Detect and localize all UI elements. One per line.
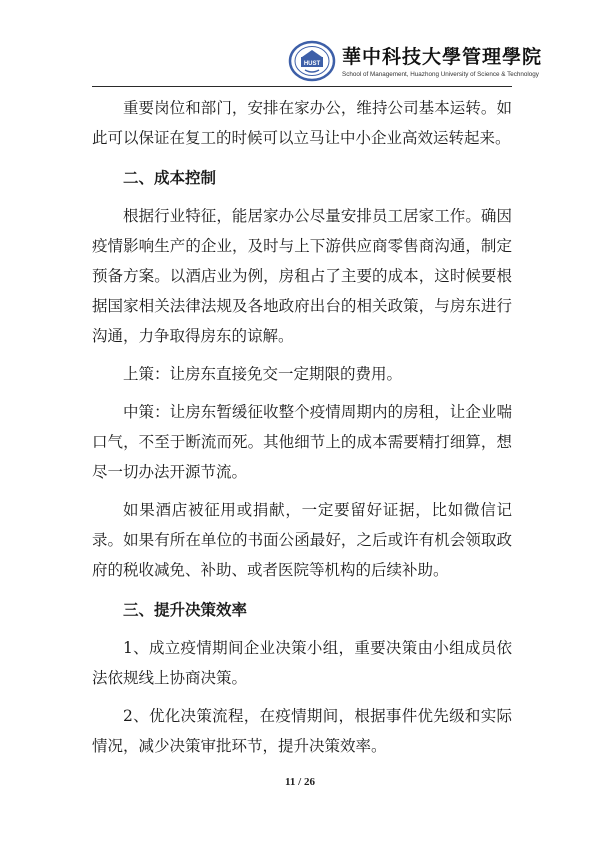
- paragraph: 中策：让房东暂缓征收整个疫情周期内的房租，让企业喘口气，不至于断流而死。其他细节上的成本需要精打细算，想尽一切办法开源节流。: [92, 403, 512, 481]
- university-logo-icon: [288, 40, 336, 82]
- paragraph: 2、优化决策流程，在疫情期间，根据事件优先级和实际情况，减少决策审批环节，提升决策效率。: [92, 707, 512, 755]
- page-header: [0, 0, 600, 92]
- school-brand: [342, 42, 542, 78]
- school-name-cn: 華中科技大學管理學院: [342, 46, 543, 68]
- paragraph: 1、成立疫情期间企业决策小组，重要决策由小组成员依法依规线上协商决策。: [92, 639, 512, 687]
- paragraph: 重要岗位和部门，安排在家办公，维持公司基本运转。如此可以保证在复工的时候可以立马让中小企业高效运转起来。: [92, 99, 512, 147]
- paragraph: 根据行业特征，能居家办公尽量安排员工居家工作。确因疫情影响生产的企业，及时与上下游供应商零售商沟通，制定预备方案。以酒店业为例，房租占了主要的成本，这时候要根据国家相关法律法规及各地政府出台的相关政策，与房东进行沟通，力争取得房东的谅解。: [92, 207, 512, 345]
- section-heading-cost-control: 二、成本控制: [123, 169, 217, 187]
- school-name-en: School of Management, Huazhong University of Science & Technology: [342, 71, 539, 78]
- header-divider: [92, 86, 512, 87]
- paragraph: 上策：让房东直接免交一定期限的费用。: [123, 365, 403, 383]
- page-number: 11 / 26: [285, 776, 315, 788]
- svg-text:HUST: HUST: [303, 61, 321, 67]
- section-heading-decision-efficiency: 三、提升决策效率: [123, 601, 248, 619]
- paragraph: 如果酒店被征用或捐献，一定要留好证据，比如微信记录。如果有所在单位的书面公函最好，之后或许有机会领取政府的税收减免、补助、或者医院等机构的后续补助。: [92, 501, 512, 579]
- document-body: [92, 93, 512, 761]
